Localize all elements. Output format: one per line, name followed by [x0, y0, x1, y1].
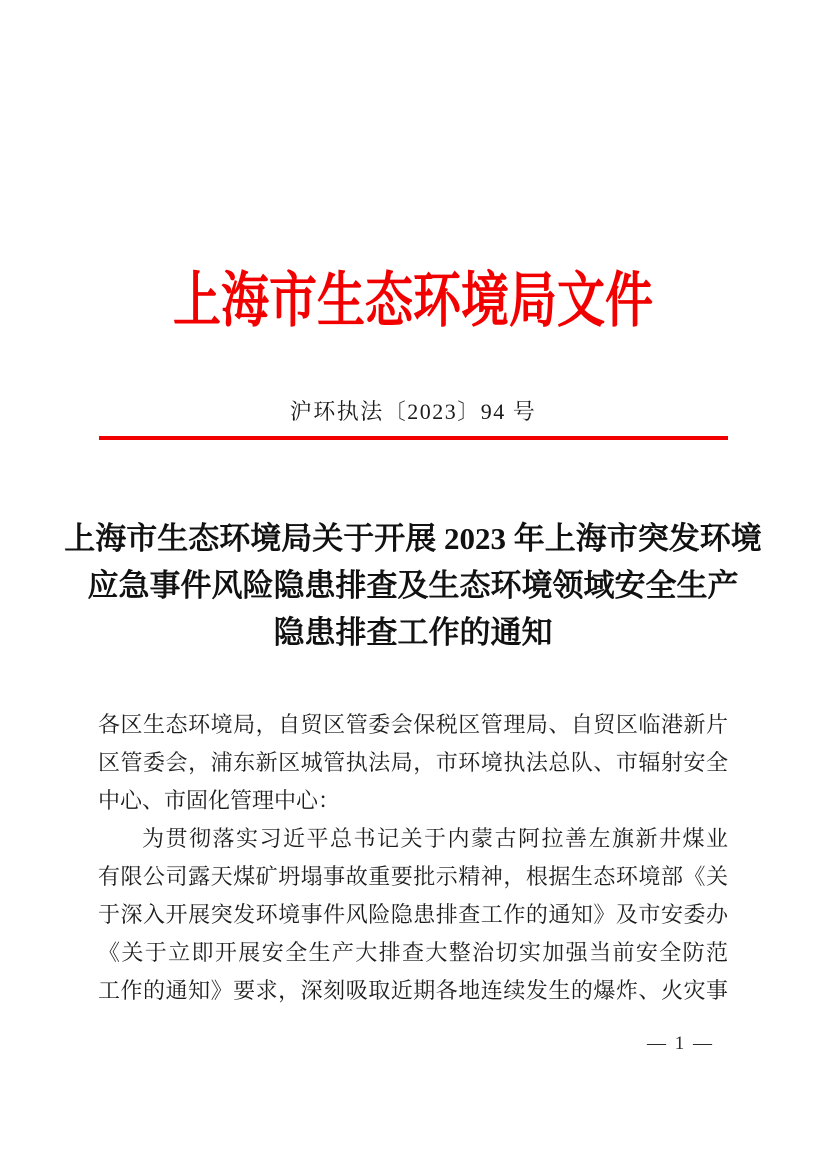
- document-body: [98, 706, 728, 1010]
- body-paragraph-line: 《关于立即开展安全生产大排查大整治切实加强当前安全防范: [98, 940, 728, 965]
- notice-title-line-1: 上海市生态环境局关于开展 2023 年上海市突发环境: [64, 521, 762, 556]
- agency-masthead-title: 上海市生态环境局文件: [172, 268, 653, 335]
- notice-title-line-2: 应急事件风险隐患排查及生态环境领域安全生产: [87, 568, 739, 603]
- body-paragraph-line: 有限公司露天煤矿坍塌事故重要批示精神，根据生态环境部《关: [98, 864, 728, 889]
- red-separator-line: [99, 436, 728, 440]
- recipients-line: 各区生态环境局，自贸区管委会保税区管理局、自贸区临港新片: [98, 712, 728, 737]
- body-paragraph-line: 为贯彻落实习近平总书记关于内蒙古阿拉善左旗新井煤业: [142, 826, 728, 851]
- body-paragraph-line: 工作的通知》要求，深刻吸取近期各地连续发生的爆炸、火灾事: [98, 978, 728, 1003]
- notice-title: [40, 515, 786, 656]
- body-paragraph-line: 于深入开展突发环境事件风险隐患排查工作的通知》及市安委办: [98, 902, 728, 927]
- notice-title-line-3: 隐患排查工作的通知: [273, 615, 553, 650]
- recipients-line: 中心、市固化管理中心：: [98, 788, 341, 813]
- recipients-line: 区管委会，浦东新区城管执法局，市环境执法总队、市辐射安全: [98, 750, 728, 775]
- document-reference-number: 沪环执法〔2023〕94 号: [289, 399, 537, 424]
- page-number: — 1 —: [647, 1033, 714, 1054]
